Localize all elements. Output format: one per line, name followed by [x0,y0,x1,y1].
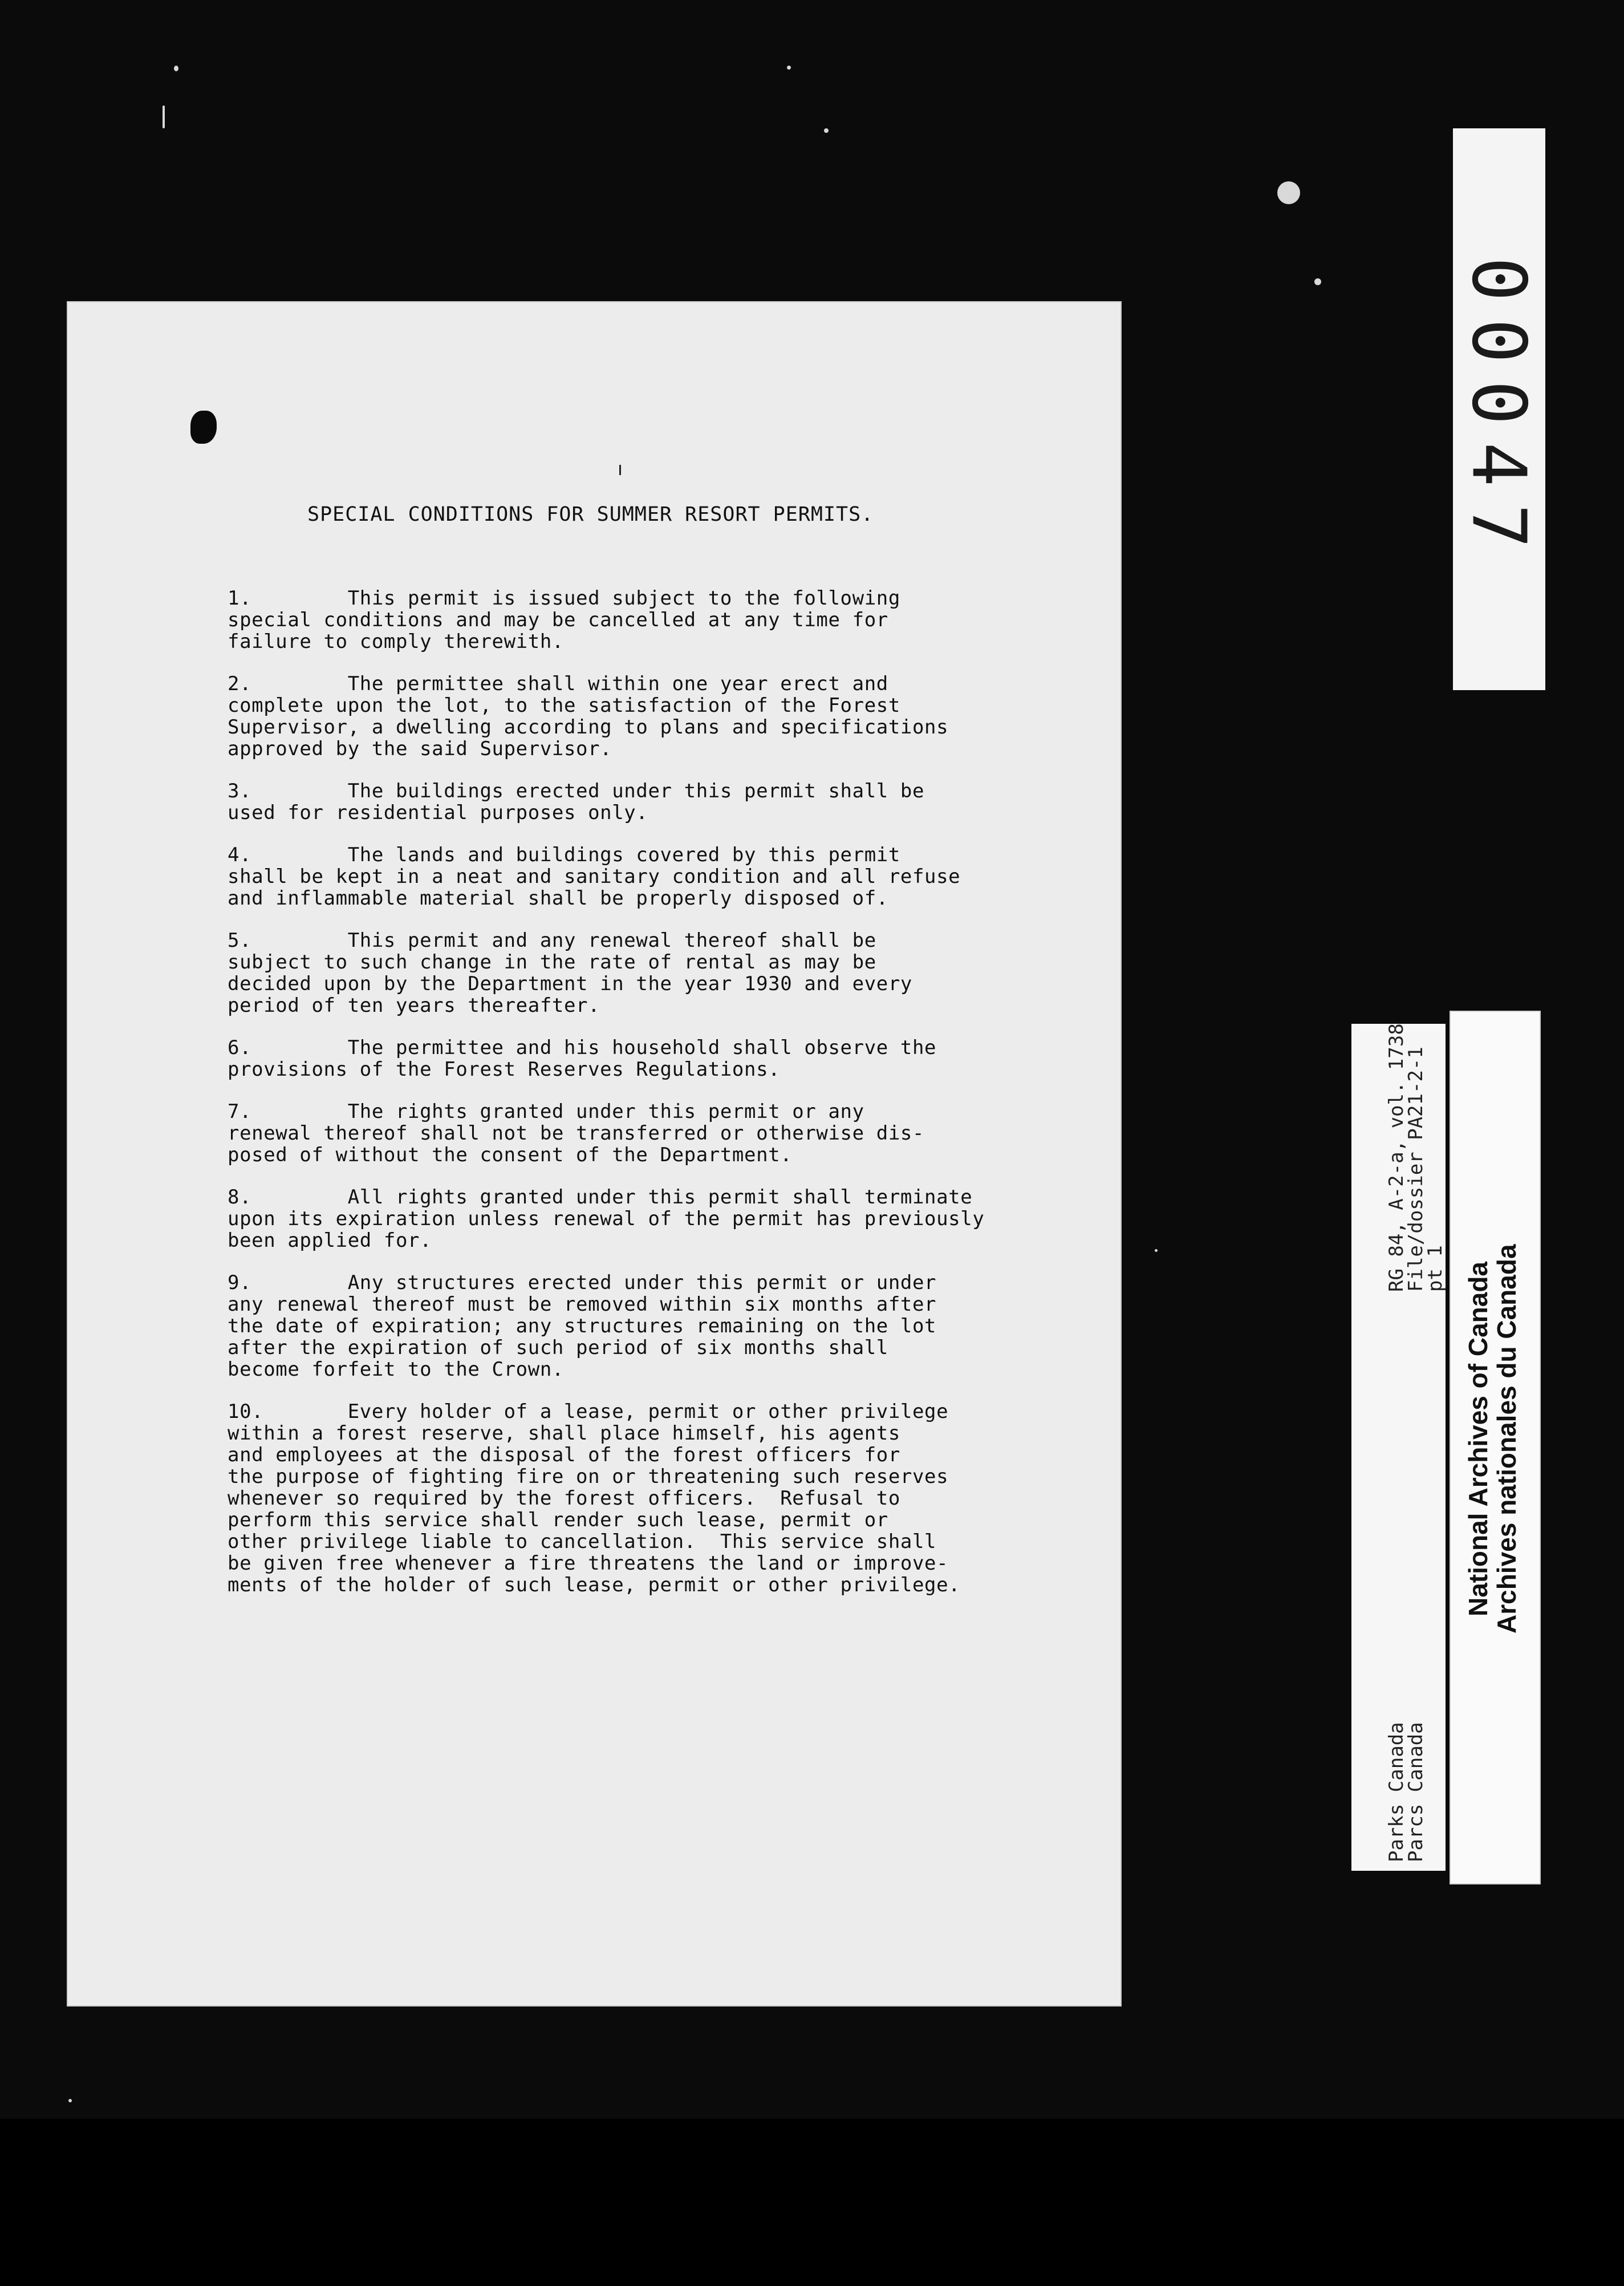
clause-line: failure to comply therewith. [228,630,564,653]
clause-line: 6. The permittee and his household shall observe the [228,1036,937,1059]
clause [228,1401,1094,1596]
clause-line: the date of expiration; any structures remaining on the lot [228,1315,937,1337]
clause-line: be given free whenever a fire threatens the land or improve- [228,1552,949,1575]
clause-line: decided upon by the Department in the year 1930 and every [228,972,912,995]
clause-line: special conditions and may be cancelled at any time for [228,609,888,631]
clause-line: period of ten years thereafter. [228,994,600,1017]
clause-line: 2. The permittee shall within one year erect and [228,672,888,695]
clause-line: posed of without the consent of the Department. [228,1144,793,1166]
clause-line: become forfeit to the Crown. [228,1358,564,1381]
clause-line: and employees at the disposal of the forest officers for [228,1444,900,1466]
clause [228,844,1094,909]
clause-line: complete upon the lot, to the satisfaction of the Forest [228,694,900,717]
archives-logo-label [1450,1011,1541,1884]
archive-reference-label [1351,1024,1446,1871]
clause-line: other privilege liable to cancellation. This service shall [228,1530,937,1553]
dust-speck [787,66,791,70]
clause-line: 1. This permit is issued subject to the following [228,587,900,610]
clause [228,930,1094,1016]
clause-line: approved by the said Supervisor. [228,737,612,760]
clause-line: 5. This permit and any renewal thereof shall be [228,929,876,952]
reference-line: RG 84, A-2-a, vol. 1738 [1385,1023,1408,1292]
document-page [67,301,1122,2007]
clause [228,1272,1094,1380]
clause-line: 4. The lands and buildings covered by this permit [228,844,900,866]
frame-number-label [1453,128,1545,690]
clause-line: any renewal thereof must be removed within six months after [228,1293,937,1316]
clause-line: ments of the holder of such lease, permit or other privilege. [228,1574,961,1596]
clause-line: the purpose of fighting fire on or threatening such reserves [228,1465,949,1488]
clause-line: 10. Every holder of a lease, permit or other privilege [228,1400,949,1423]
agency-line: Parks Canada [1385,1722,1408,1862]
clause-line: whenever so required by the forest officers. Refusal to [228,1487,900,1510]
clause-line: perform this service shall render such lease, permit or [228,1509,888,1531]
film-border [0,2119,1624,2286]
dust-speck [1155,1249,1158,1252]
reference-line: pt 1 [1424,1245,1447,1292]
punch-hole [190,411,217,444]
clause-line: subject to such change in the rate of rental as may be [228,951,876,974]
clause [228,1186,1094,1251]
document-title: SPECIAL CONDITIONS FOR SUMMER RESORT PERMITS. [307,503,874,526]
dust-speck [1277,181,1300,204]
clause-line: provisions of the Forest Reserves Regulations. [228,1058,781,1081]
clause-line: upon its expiration unless renewal of the permit has previously [228,1207,985,1230]
clause-line: 8. All rights granted under this permit shall terminate [228,1186,973,1209]
dust-speck [174,66,178,71]
clause-line: shall be kept in a neat and sanitary condition and all refuse [228,865,961,888]
clause [228,673,1094,760]
reference-line: File/dossier PA21-2-1 [1404,1047,1427,1292]
clause-line: 3. The buildings erected under this permit shall be [228,780,925,802]
dust-speck [824,128,829,133]
clause [228,587,1094,652]
clause-line: used for residential purposes only. [228,801,648,824]
clause-line: 9. Any structures erected under this permit or under [228,1271,937,1294]
clause-line: been applied for. [228,1229,432,1252]
clause-line: Supervisor, a dwelling according to plans and specifications [228,716,949,739]
dust-speck [68,2099,72,2102]
clause-line: within a forest reserve, shall place himself, his agents [228,1422,900,1445]
archives-name-fr: Archives nationales du Canada [1492,1244,1521,1634]
archives-name-en: National Archives of Canada [1463,1261,1493,1616]
clause-list [228,587,1094,1616]
agency-line: Parcs Canada [1404,1722,1427,1862]
clause [228,1101,1094,1166]
clause-line: and inflammable material shall be properly disposed of. [228,887,888,910]
clause-line: 7. The rights granted under this permit or any [228,1100,864,1123]
dust-speck [1314,278,1321,285]
clause [228,1037,1094,1080]
page-mark [619,465,621,475]
clause [228,780,1094,824]
clause-line: after the expiration of such period of six months shall [228,1336,888,1359]
frame-number: 00047 [1456,257,1542,566]
clause-line: renewal thereof shall not be transferred or otherwise dis- [228,1122,925,1145]
dust-speck [163,106,165,128]
